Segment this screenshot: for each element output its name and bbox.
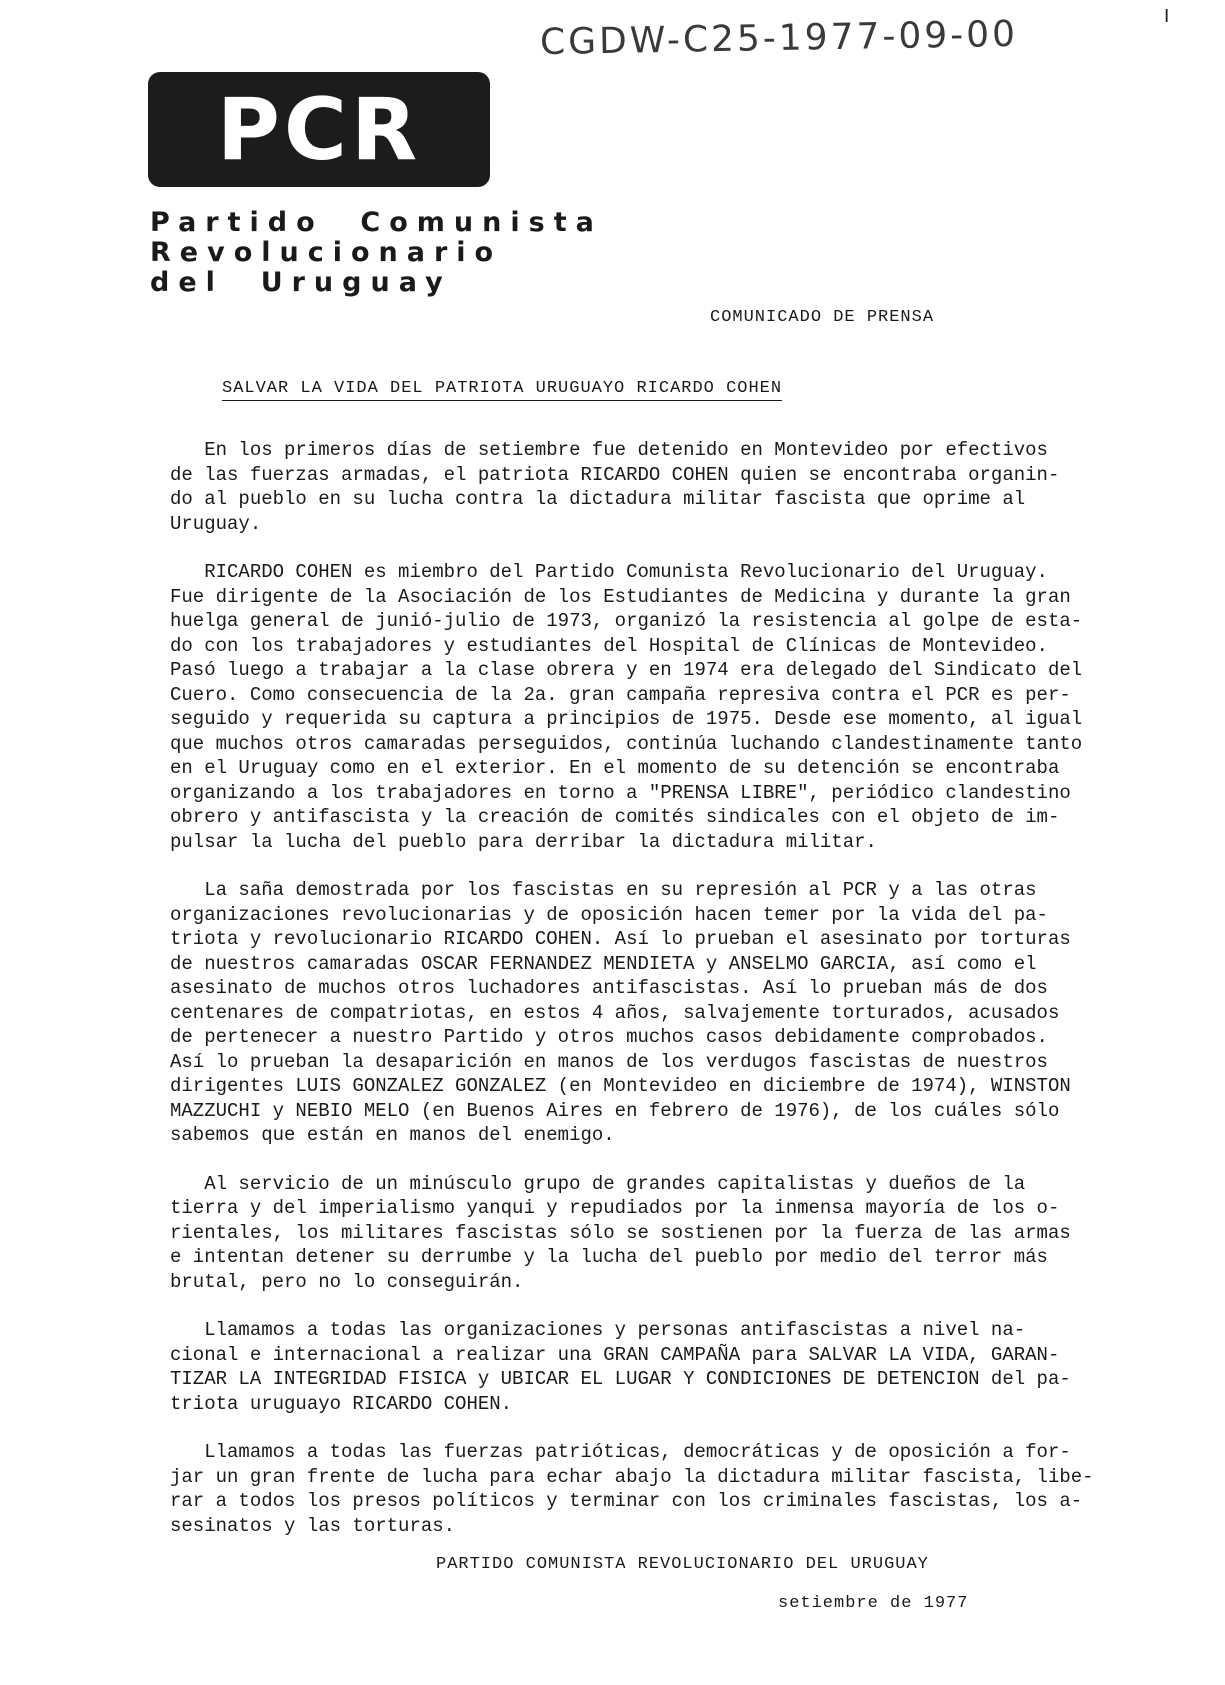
archive-code-handwritten: CGDW-C25-1977-09-00 [539, 13, 1019, 64]
paragraph-line: Pasó luego a trabajar a la clase obrera y en 1974 era delegado del Sindicato del [170, 659, 1083, 681]
paragraph-line: cional e internacional a realizar una GRAN CAMPAÑA para SALVAR LA VIDA, GARAN- [170, 1343, 1060, 1366]
paragraph-line: Fue dirigente de la Asociación de los Estudiantes de Medicina y durante la gran [170, 585, 1071, 608]
paragraph-line: brutal, pero no lo conseguirán. [170, 1270, 524, 1293]
paragraph-line: organizando a los trabajadores en torno a "PRENSA LIBRE", periódico clandestino [170, 781, 1071, 804]
paragraph-line: Llamamos a todas las fuerzas patrióticas, democráticas y de oposición a for- [170, 1441, 1071, 1463]
paragraph-line: sabemos que están en manos del enemigo. [170, 1124, 615, 1146]
paragraph-line: RICARDO COHEN es miembro del Partido Comunista Revolucionario del Uruguay. [170, 561, 1048, 583]
paragraph-line: rar a todos los presos políticos y terminar con los criminales fascistas, los a- [170, 1490, 1083, 1512]
party-name-line-2: Revolucionario [150, 237, 503, 268]
paragraph [170, 438, 1120, 536]
paragraph-line: pulsar la lucha del pueblo para derribar la dictadura militar. [170, 830, 877, 853]
paragraph-line: de las fuerzas armadas, el patriota RICARDO COHEN quien se encontraba organin- [170, 463, 1060, 486]
paragraph-line: en el Uruguay como en el exterior. En el momento de su detención se encontraba [170, 757, 1060, 779]
party-name-line-3: del Uruguay [150, 267, 452, 298]
headline: SALVAR LA VIDA DEL PATRIOTA URUGUAYO RICARDO COHEN [222, 379, 782, 401]
paragraph-line: seguido y requerida su captura a principios de 1975. Desde ese momento, al igual [170, 708, 1083, 730]
paragraph-line: do al pueblo en su lucha contra la dictadura militar fascista que oprime al [170, 488, 1026, 510]
paragraph-line: triota y revolucionario RICARDO COHEN. Así lo prueban el asesinato por torturas [170, 928, 1071, 950]
paragraph-line: Uruguay. [170, 512, 262, 535]
paragraph-line: Al servicio de un minúsculo grupo de grandes capitalistas y dueños de la [170, 1172, 1026, 1195]
party-name-line-1: Partido Comunista [150, 207, 603, 238]
paragraph-line: sesinatos y las torturas. [170, 1514, 456, 1537]
paragraph-line: TIZAR LA INTEGRIDAD FISICA y UBICAR EL LUGAR Y CONDICIONES DE DETENCION del pa- [170, 1368, 1071, 1390]
date: setiembre de 1977 [778, 1594, 969, 1613]
paragraph-line: asesinato de muchos otros luchadores antifascistas. Así lo prueban más de dos [170, 977, 1048, 999]
paragraph-line: Llamamos a todas las organizaciones y personas antifascistas a nivel na- [170, 1319, 1026, 1341]
paragraph-line: Cuero. Como consecuencia de la 2a. gran campaña represiva contra el PCR es per- [170, 683, 1071, 706]
document-type: COMUNICADO DE PRENSA [710, 308, 935, 327]
paragraph-line: e intentan detener su derrumbe y la lucha del pueblo por medio del terror más [170, 1246, 1048, 1268]
paragraph [170, 1440, 1120, 1538]
paragraph-line: triota uruguayo RICARDO COHEN. [170, 1392, 513, 1415]
paragraph-line: dirigentes LUIS GONZALEZ GONZALEZ (en Montevideo en diciembre de 1974), WINSTON [170, 1075, 1071, 1097]
pcr-logo [148, 72, 490, 187]
paragraph [170, 1318, 1120, 1416]
paragraph-line: de pertenecer a nuestro Partido y otros muchos casos debidamente comprobados. [170, 1026, 1048, 1048]
pcr-logo-text: PCR [216, 79, 422, 180]
paragraph-line: En los primeros días de setiembre fue detenido en Montevideo por efectivos [170, 439, 1048, 461]
page-mark: I [1164, 6, 1170, 27]
paragraph-line: que muchos otros camaradas perseguidos, continúa luchando clandestinamente tanto [170, 732, 1083, 755]
paragraph-line: obrero y antifascista y la creación de comités sindicales con el objeto de im- [170, 806, 1060, 828]
paragraph-line: de nuestros camaradas OSCAR FERNANDEZ MENDIETA y ANSELMO GARCIA, así como el [170, 952, 1037, 975]
paragraph-line: MAZZUCHI y NEBIO MELO (en Buenos Aires en febrero de 1976), de los cuáles sólo [170, 1099, 1060, 1122]
paragraph-line: rientales, los militares fascistas sólo se sostienen por la fuerza de las armas [170, 1221, 1071, 1244]
paragraph [170, 878, 1120, 1148]
paragraph-line: organizaciones revolucionarias y de oposición hacen temer por la vida del pa- [170, 903, 1048, 926]
paragraph-line: huelga general de junió-julio de 1973, organizó la resistencia al golpe de esta- [170, 610, 1083, 632]
party-name [150, 208, 603, 298]
signature: PARTIDO COMUNISTA REVOLUCIONARIO DEL URUGUAY [436, 1555, 929, 1574]
paragraph-line: La saña demostrada por los fascistas en su represión al PCR y a las otras [170, 879, 1037, 901]
paragraph [170, 1172, 1120, 1295]
paragraph-line: Así lo prueban la desaparición en manos de los verdugos fascistas de nuestros [170, 1050, 1048, 1073]
paragraph [170, 560, 1120, 854]
paragraph-line: tierra y del imperialismo yanqui y repudiados por la inmensa mayoría de los o- [170, 1197, 1060, 1219]
paragraph-line: centenares de compatriotas, en estos 4 años, salvajemente torturados, acusados [170, 1001, 1060, 1024]
paragraph-line: jar un gran frente de lucha para echar abajo la dictadura militar fascista, libe- [170, 1465, 1094, 1488]
paragraph-line: do con los trabajadores y estudiantes del Hospital de Clínicas de Montevideo. [170, 634, 1048, 657]
body-text [170, 438, 1120, 1562]
